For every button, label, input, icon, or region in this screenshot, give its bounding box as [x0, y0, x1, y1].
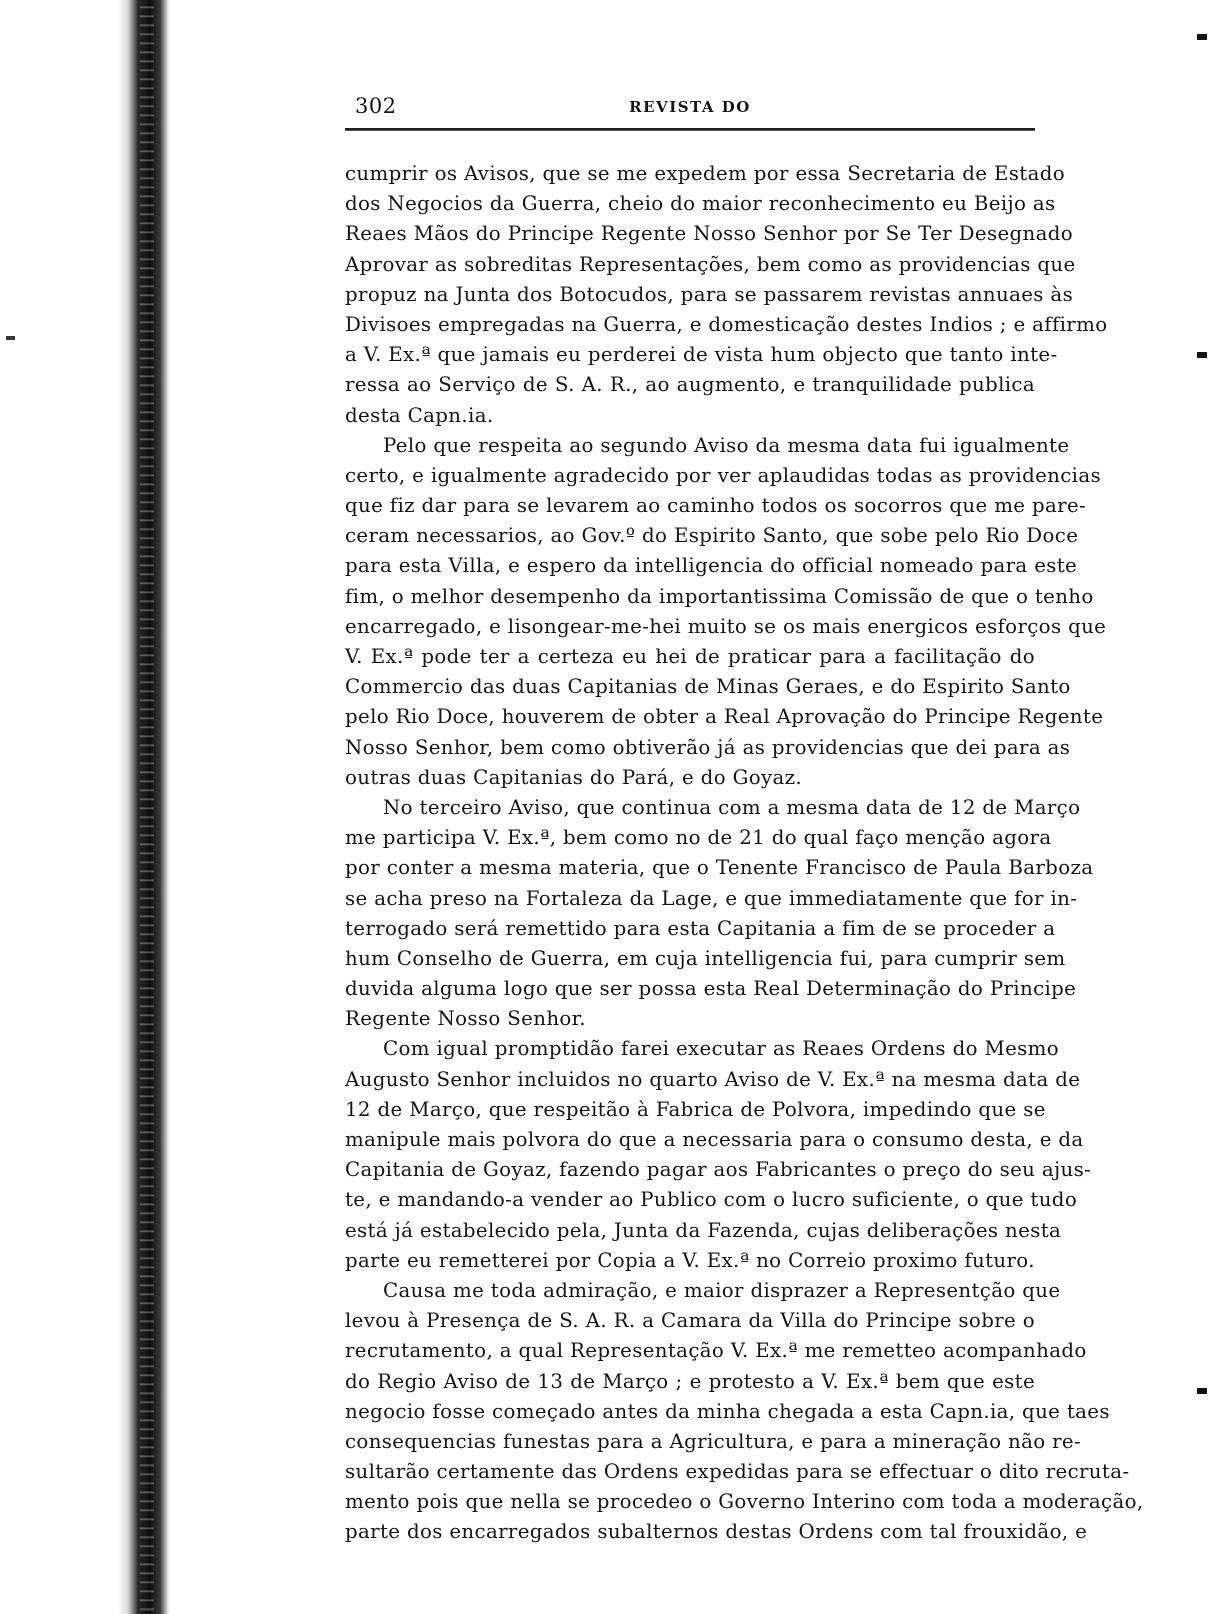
text-line: parte dos encarregados subalternos destas Ordens com tal frouxidão, e	[345, 1520, 1088, 1544]
text-line: Divisoes empregadas na Guerra, e domesticação destes Indios ; e affirmo	[345, 312, 1108, 336]
book-page	[345, 80, 1144, 1548]
text-line: parte eu remetterei por Copia a V. Ex.ª no Correio proximo futuro.	[345, 1248, 1035, 1272]
running-head	[345, 80, 1035, 126]
text-line: Aprovar as sobreditas Representações, bem como as providencias que	[345, 252, 1076, 276]
text-line: para esta Villa, e espero da intelligencia do official nomeado para este	[345, 554, 1078, 578]
text-line: 12 de Março, que respeitão à Fabrica de Polvora, impedindo que se	[345, 1097, 1046, 1121]
running-title: REVISTA DO	[629, 98, 751, 116]
text-line: Augusto Senhor incluidos no quarto Aviso de V. Ex.ª na mesma data de	[345, 1067, 1081, 1091]
text-line: duvida alguma logo que ser possa esta Real Determinação do Principe	[345, 977, 1077, 1001]
text-line: Capitania de Goyaz, fazendo pagar aos Fabricantes o preço do seu ajus-	[345, 1158, 1092, 1182]
text-line: Nosso Senhor, bem como obtiverão já as providencias que dei para as	[345, 735, 1071, 759]
text-line: a V. Ex.ª que jamais eu perderei de vista hum objecto que tanto inte-	[345, 343, 1058, 367]
paragraph	[345, 159, 1108, 431]
text-line: Reaes Mãos do Principe Regente Nosso Senhor por Se Ter Desegnado	[345, 222, 1074, 246]
text-line: Causa me toda admiração, e maior disprazer a Representção que	[383, 1278, 1061, 1302]
text-line: terrogado será remettido para esta Capitania a fim de se proceder a	[345, 916, 1056, 940]
book-binding-edge	[0, 0, 170, 1614]
margin-mark	[1197, 34, 1207, 40]
text-line: outras duas Capitanias do Pará, e do Goyaz.	[345, 765, 803, 789]
text-line: certo, e igualmente agradecido por ver aplaudidas todas as providencias	[345, 463, 1101, 487]
text-line: No terceiro Aviso, que continua com a mesma data de 12 de Março	[383, 795, 1081, 819]
text-line: hum Conselho de Guerra, em cuja intelligencia fui, para cumprir sem	[345, 946, 1066, 970]
text-line: Pelo que respeita ao segundo Aviso da mesma data fui igualmente	[383, 433, 1070, 457]
text-line: está já estabelecido pela, Junta da Fazenda, cujas deliberações nesta	[345, 1218, 1062, 1242]
text-line: consequencias funestas para a Agricultura, e para a mineração não re-	[345, 1429, 1082, 1453]
page-number: 302	[355, 94, 397, 118]
header-rule	[345, 128, 1035, 131]
margin-tick	[6, 336, 15, 340]
text-line: cumprir os Avisos, que se me expedem por essa Secretaria de Estado	[345, 162, 1066, 185]
text-line: pelo Rio Doce, houverem de obter a Real Aprovação do Principe Regente	[345, 705, 1104, 729]
margin-mark	[1197, 352, 1207, 358]
text-line: Regente Nosso Senhor.	[345, 1007, 586, 1031]
paragraph	[345, 431, 1107, 793]
text-line: manipule mais polvora do que a necessaria para o consumo desta, e da	[345, 1128, 1084, 1151]
body-text	[345, 159, 1144, 1548]
text-line: negocio fosse começado antes da minha chegada a esta Capn.ia, que taes	[345, 1399, 1110, 1423]
margin-mark	[1197, 1388, 1207, 1394]
text-line: me participa V. Ex.ª, bem como no de 21 do qual faço menção agora	[345, 826, 1052, 850]
text-line: se acha preso na Fortaleza da Lage, e que immediatamente que for in-	[345, 886, 1078, 910]
text-line: fim, o melhor desempenho da importantissima Comissão de que o tenho	[345, 584, 1094, 608]
text-line: mento pois que nella se procedeo o Governo Interino com toda a moderação,	[345, 1490, 1144, 1514]
text-line: Commercio das duas Capitanias de Minas Geraes, e do Espirito Santo	[345, 675, 1071, 699]
text-line: que fiz dar para se levarem ao caminho todos os socorros que me pare-	[345, 494, 1087, 518]
text-line: sultarão certamente das Ordens expedidas para se effectuar o dito recruta-	[345, 1460, 1130, 1484]
paragraph	[345, 1034, 1092, 1276]
text-line: te, e mandando-a vender ao Publico com o lucro suficiente, o que tudo	[345, 1188, 1078, 1212]
text-line: levou à Presença de S. A. R. a Camara da Villa do Principe sobre o	[345, 1309, 1035, 1333]
text-line: ceram necessarios, ao Gov.º do Espirito Santo, que sobe pelo Rio Doce	[345, 524, 1079, 548]
paragraph	[345, 793, 1094, 1035]
text-line: encarregado, e lisongear-me-hei muito se os mais energicos esforços que	[345, 614, 1107, 638]
text-line: propuz na Junta dos Botocudos, para se passarem revistas annuaes às	[345, 282, 1074, 306]
text-line: por conter a mesma materia, que o Tenente Francisco de Paula Barboza	[345, 856, 1094, 880]
text-line: V. Ex.ª pode ter a certeza eu hei de praticar para a facilitação do	[345, 645, 1035, 668]
text-line: desta Capn.ia.	[345, 403, 494, 427]
text-line: do Regio Aviso de 13 de Março ; e protesto a V. Ex.ª bem que este	[345, 1369, 1035, 1393]
text-line: dos Negocios da Guerra, cheio do maior reconhecimento eu Beijo as	[345, 192, 1056, 216]
paragraph	[345, 1276, 1144, 1548]
text-line: recrutamento, a qual Representação V. Ex.ª me remetteo acompanhado	[345, 1339, 1087, 1363]
text-line: ressa ao Serviço de S. A. R., ao augmento, e tranquilidade publica	[345, 373, 1035, 397]
text-line: Com igual promptidão farei executar as Reaes Ordens do Mesmo	[383, 1037, 1060, 1061]
